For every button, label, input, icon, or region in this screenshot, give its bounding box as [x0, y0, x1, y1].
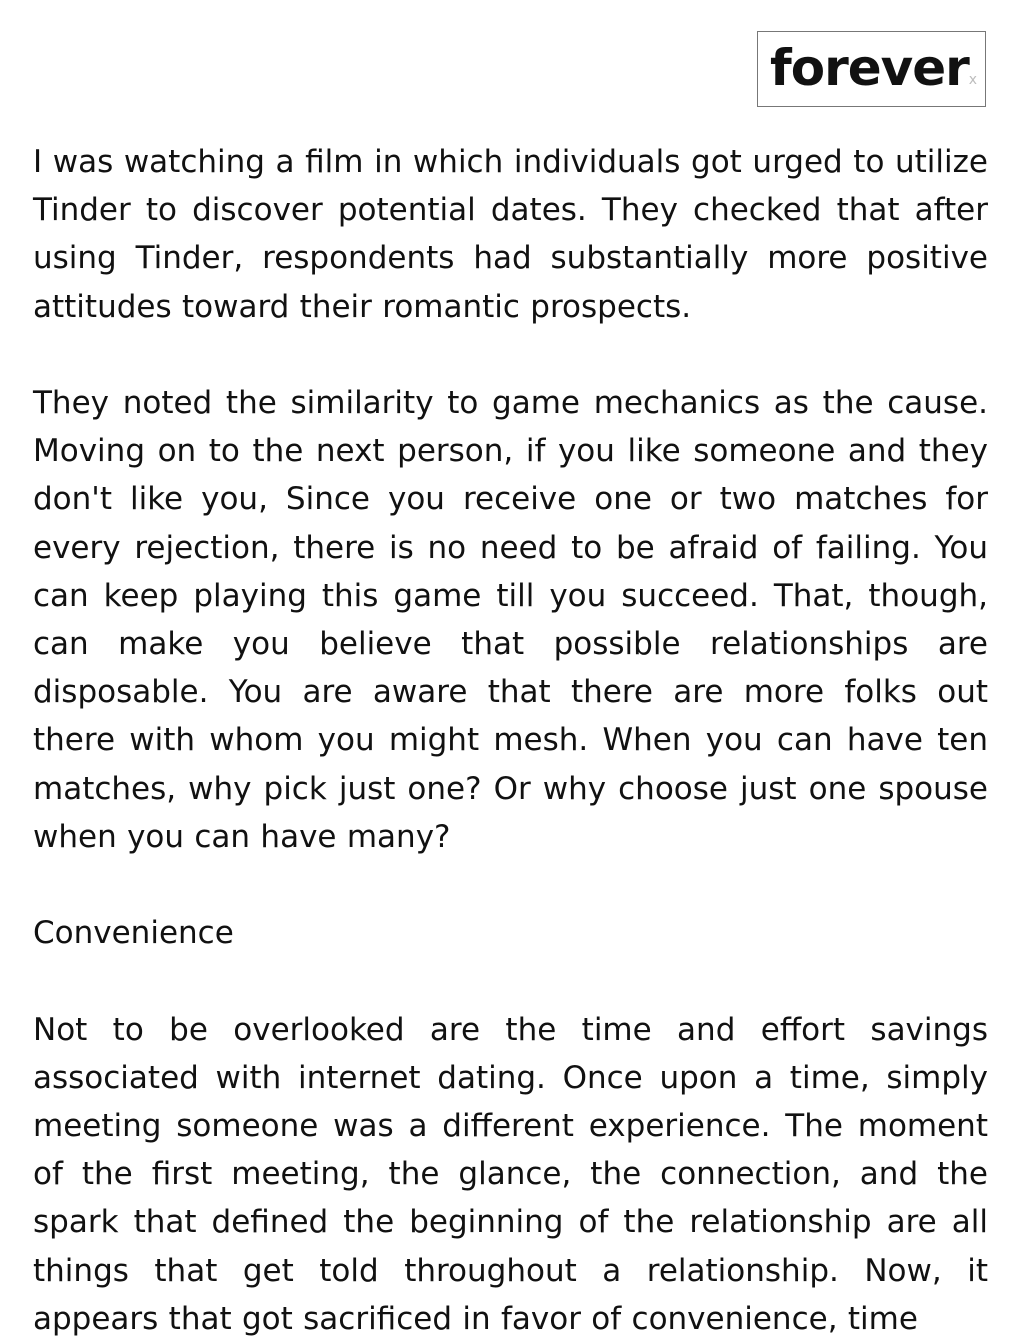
- paragraph-gap: [33, 861, 988, 909]
- logo-wordmark: forever: [770, 39, 969, 97]
- paragraph-gap: [33, 331, 988, 379]
- paragraph-gap: [33, 957, 988, 1005]
- section-heading-convenience: Convenience: [33, 915, 234, 952]
- paragraph-tinder-film: I was watching a film in which individuals got urged to utilize Tinder to discover potential dates. They checked that after using Tinder, respondents had substantially more positive attitudes toward their romantic prospects.: [33, 144, 988, 325]
- paragraph-game-mechanics: They noted the similarity to game mechanics as the cause. Moving on to the next person, if you like someone and they don't like you, Since you receive one or two matches for every rejection, there is no need to be afraid of failing. You can keep playing this game till you succeed. That, though, can make you believe that possible relationships are disposable. You are aware that there are more folks out there with whom you might mesh. When you can have ten matches, why pick just one? Or why choose just one spouse when you can have many?: [33, 385, 988, 855]
- document-body: [33, 138, 988, 1343]
- logo-x-mark: x: [968, 72, 977, 88]
- paragraph-convenience: Not to be overlooked are the time and effort savings associated with internet dating. Once upon a time, simply meeting someone was a different experience. The moment of the first meeting, the glance, the connection, and the spark that defined the beginning of the relationship are all things that get told throughout a relationship. Now, it appears that got sacrificed in favor of convenience, time: [33, 1011, 988, 1337]
- forever-logo: [757, 31, 986, 107]
